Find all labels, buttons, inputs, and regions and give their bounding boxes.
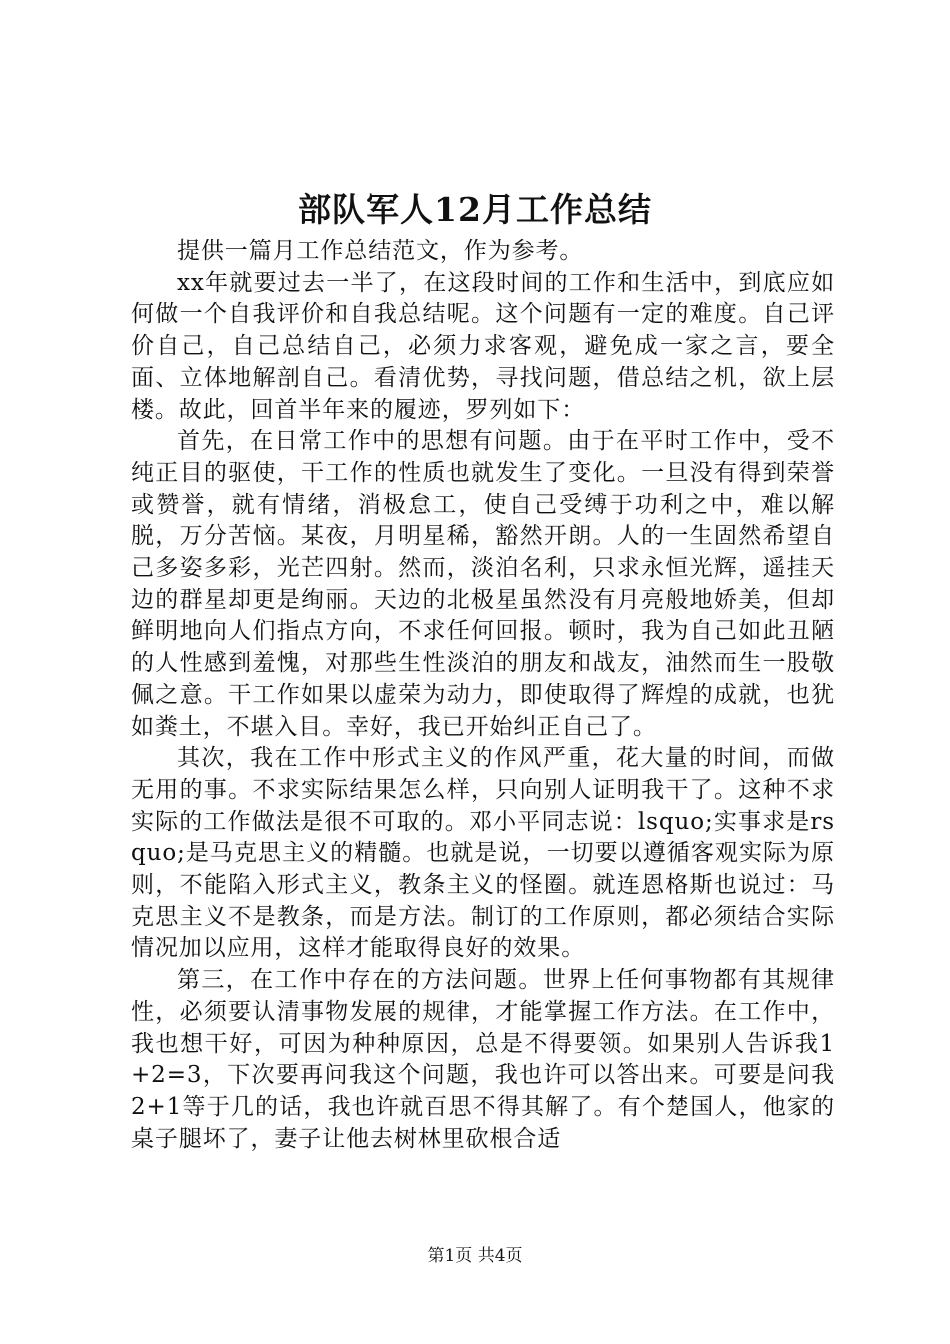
paragraph-first-point: 首先，在日常工作中的思想有问题。由于在平时工作中，受不纯正目的驱使，干工作的性质也就发生了变化。一旦没有得到荣誉或赞誉，就有情绪，消极怠工，使自己受缚于功利之中，难以解脱，万分苦恼。某夜，月明星稀，豁然开朗。人的一生固然希望自己多姿多彩，光芒四射。然而，淡泊名利，只求永恒光辉，遥挂天边的群星却更是绚丽。天边的北极星虽然没有月亮般地娇美，但却鲜明地向人们指点方向，不求任何回报。顿时，我为自己如此丑陋的人性感到羞愧，对那些生性淡泊的朋友和战友，油然而生一股敬佩之意。干工作如果以虚荣为动力，即使取得了辉煌的成就，也犹如粪土，不堪入目。幸好，我已开始纠正自己了。 <box>131 428 835 740</box>
paragraph-opening: xx年就要过去一半了，在这段时间的工作和生活中，到底应如何做一个自我评价和自我总结呢。这个问题有一定的难度。自己评价自己，自己总结自己，必须力求客观，避免成一家之言，要全面、立体地解剖自己。看清优势，寻找问题，借总结之机，欲上层楼。故此，回首半年来的履迹，罗列如下： <box>131 269 835 423</box>
page-number-footer: 第1页 共4页 <box>427 1246 523 1266</box>
paragraph-second-point: 其次，我在工作中形式主义的作风严重，花大量的时间，而做无用的事。不求实际结果怎么样，只向别人证明我干了。这种不求实际的工作做法是很不可取的。邓小平同志说：lsquo;实事求是rsquo;是马克思主义的精髓。也就是说，一切要以遵循客观实际为原则，不能陷入形式主义，教条主义的怪圈。就连恩格斯也说过：马克思主义不是教条，而是方法。制订的工作原则，都必须结合实际情况加以应用，这样才能取得良好的效果。 <box>131 745 835 962</box>
document-title: 部队军人12月工作总结 <box>298 190 652 229</box>
document-body <box>131 236 835 1155</box>
paragraph-third-point: 第三，在工作中存在的方法问题。世界上任何事物都有其规律性，必须要认清事物发展的规律，才能掌握工作方法。在工作中，我也想干好，可因为种种原因，总是不得要领。如果别人告诉我1+2=3，下次要再问我这个问题，我也许可以答出来。可要是问我2+1等于几的话，我也许就百思不得其解了。有个楚国人，他家的桌子腿坏了，妻子让他去树林里砍根合适 <box>131 967 835 1152</box>
paragraph-intro: 提供一篇月工作总结范文，作为参考。 <box>177 238 584 264</box>
